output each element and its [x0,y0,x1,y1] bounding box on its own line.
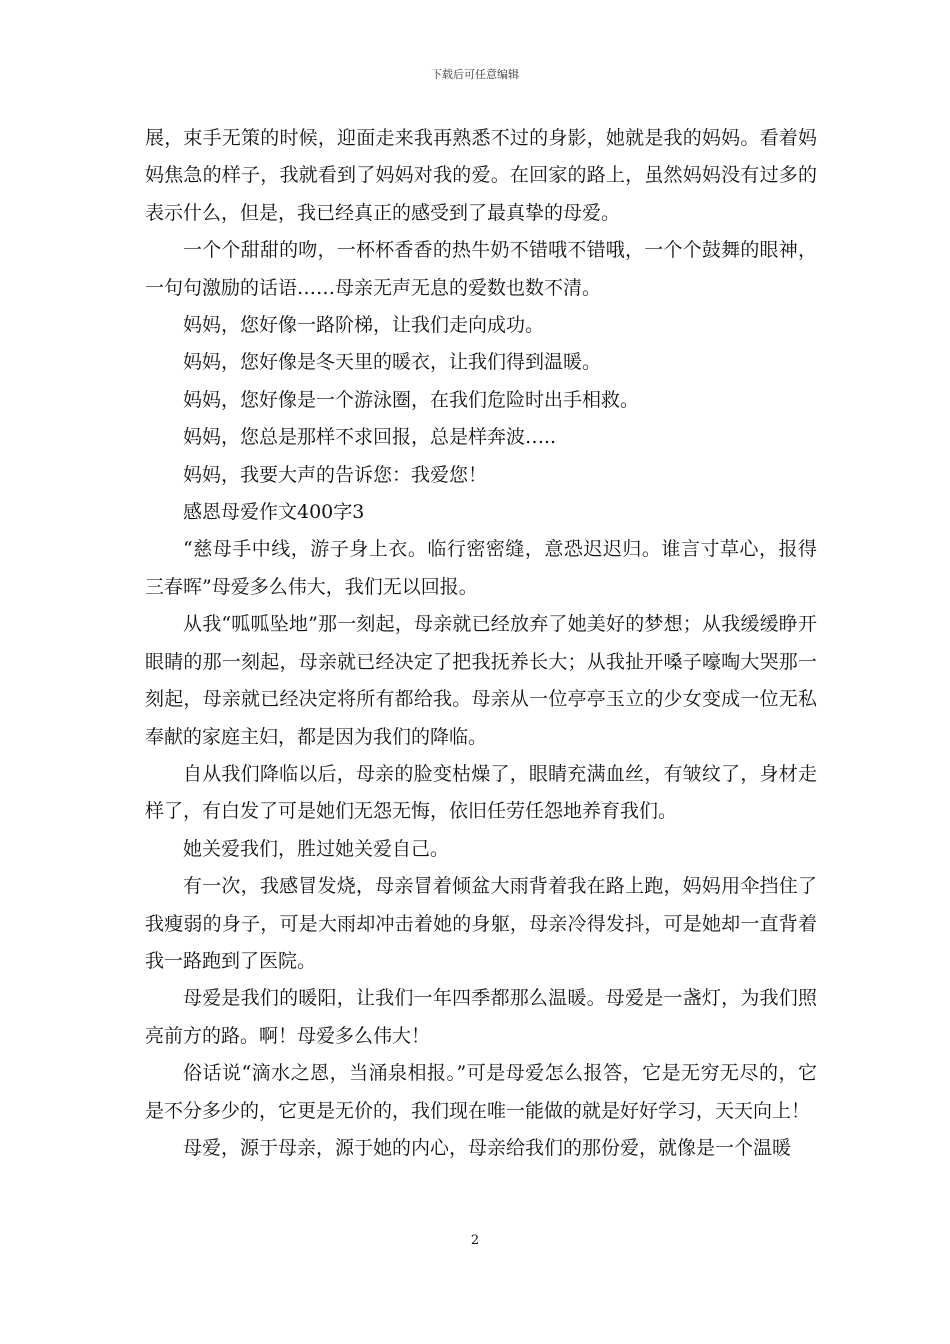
paragraph: 妈妈，您好像一路阶梯，让我们走向成功。 [183,314,545,337]
page-header: 下载后可任意编辑 [431,68,519,81]
paragraph: 自从我们降临以后，母亲的脸变枯燥了，眼睛充满血丝，有皱纹了，身材走样了，有白发了可是她们无怨无悔，依旧任劳任怨地养育我们。 [145,762,817,823]
paragraph: 妈妈，您总是那样不求回报，总是样奔波….. [183,426,557,449]
paragraph: 妈妈，我要大声的告诉您：我爱您！ [183,463,488,486]
paragraph: 妈妈，您好像是冬天里的暖衣，让我们得到温暖。 [183,351,602,374]
paragraph: 她关爱我们，胜过她关爱自己。 [183,837,450,860]
section-title: 感恩母爱作文400字3 [183,501,365,524]
article-body [145,120,817,1167]
paragraph: 有一次，我感冒发烧，母亲冒着倾盆大雨背着我在路上跑，妈妈用伞挡住了我瘦弱的身子，可是大雨却冲击着她的身躯，母亲冷得发抖，可是她却一直背着我一路跑到了医院。 [145,875,817,972]
paragraph: 母爱是我们的暖阳，让我们一年四季都那么温暖。母爱是一盏灯，为我们照亮前方的路。啊！母爱多么伟大！ [145,987,817,1047]
paragraph: 展，束手无策的时候，迎面走来我再熟悉不过的身影，她就是我的妈妈。看着妈妈焦急的样子，我就看到了妈妈对我的爱。在回家的路上，虽然妈妈没有过多的表示什么，但是，我已经真正的感受到了最真挚的母爱。 [145,127,817,224]
paragraph: 一个个甜甜的吻，一杯杯香香的热牛奶不错哦不错哦，一个个鼓舞的眼神，一句句激励的话语……母亲无声无息的爱数也数不清。 [145,239,817,299]
paragraph: 从我“呱呱坠地”那一刻起，母亲就已经放弃了她美好的梦想；从我缓缓睁开眼睛的那一刻起，母亲就已经决定了把我抚养长大；从我扯开嗓子嚎啕大哭那一刻起，母亲就已经决定将所有都给我。母亲从一位亭亭玉立的少女变成一位无私奉献的家庭主妇，都是因为我们的降临。 [145,613,817,748]
page-number: 2 [470,1233,480,1248]
paragraph: 母爱，源于母亲，源于她的内心，母亲给我们的那份爱，就像是一个温暖 [183,1136,792,1159]
paragraph: “慈母手中线，游子身上衣。临行密密缝，意恐迟迟归。谁言寸草心，报得三春晖”母爱多么伟大，我们无以回报。 [145,538,817,598]
paragraph: 妈妈，您好像是一个游泳圈，在我们危险时出手相救。 [183,388,640,411]
paragraph: 俗话说“滴水之恩，当涌泉相报。”可是母爱怎么报答，它是无穷无尽的，它是不分多少的，它更是无价的，我们现在唯一能做的就是好好学习，天天向上！ [145,1062,817,1122]
